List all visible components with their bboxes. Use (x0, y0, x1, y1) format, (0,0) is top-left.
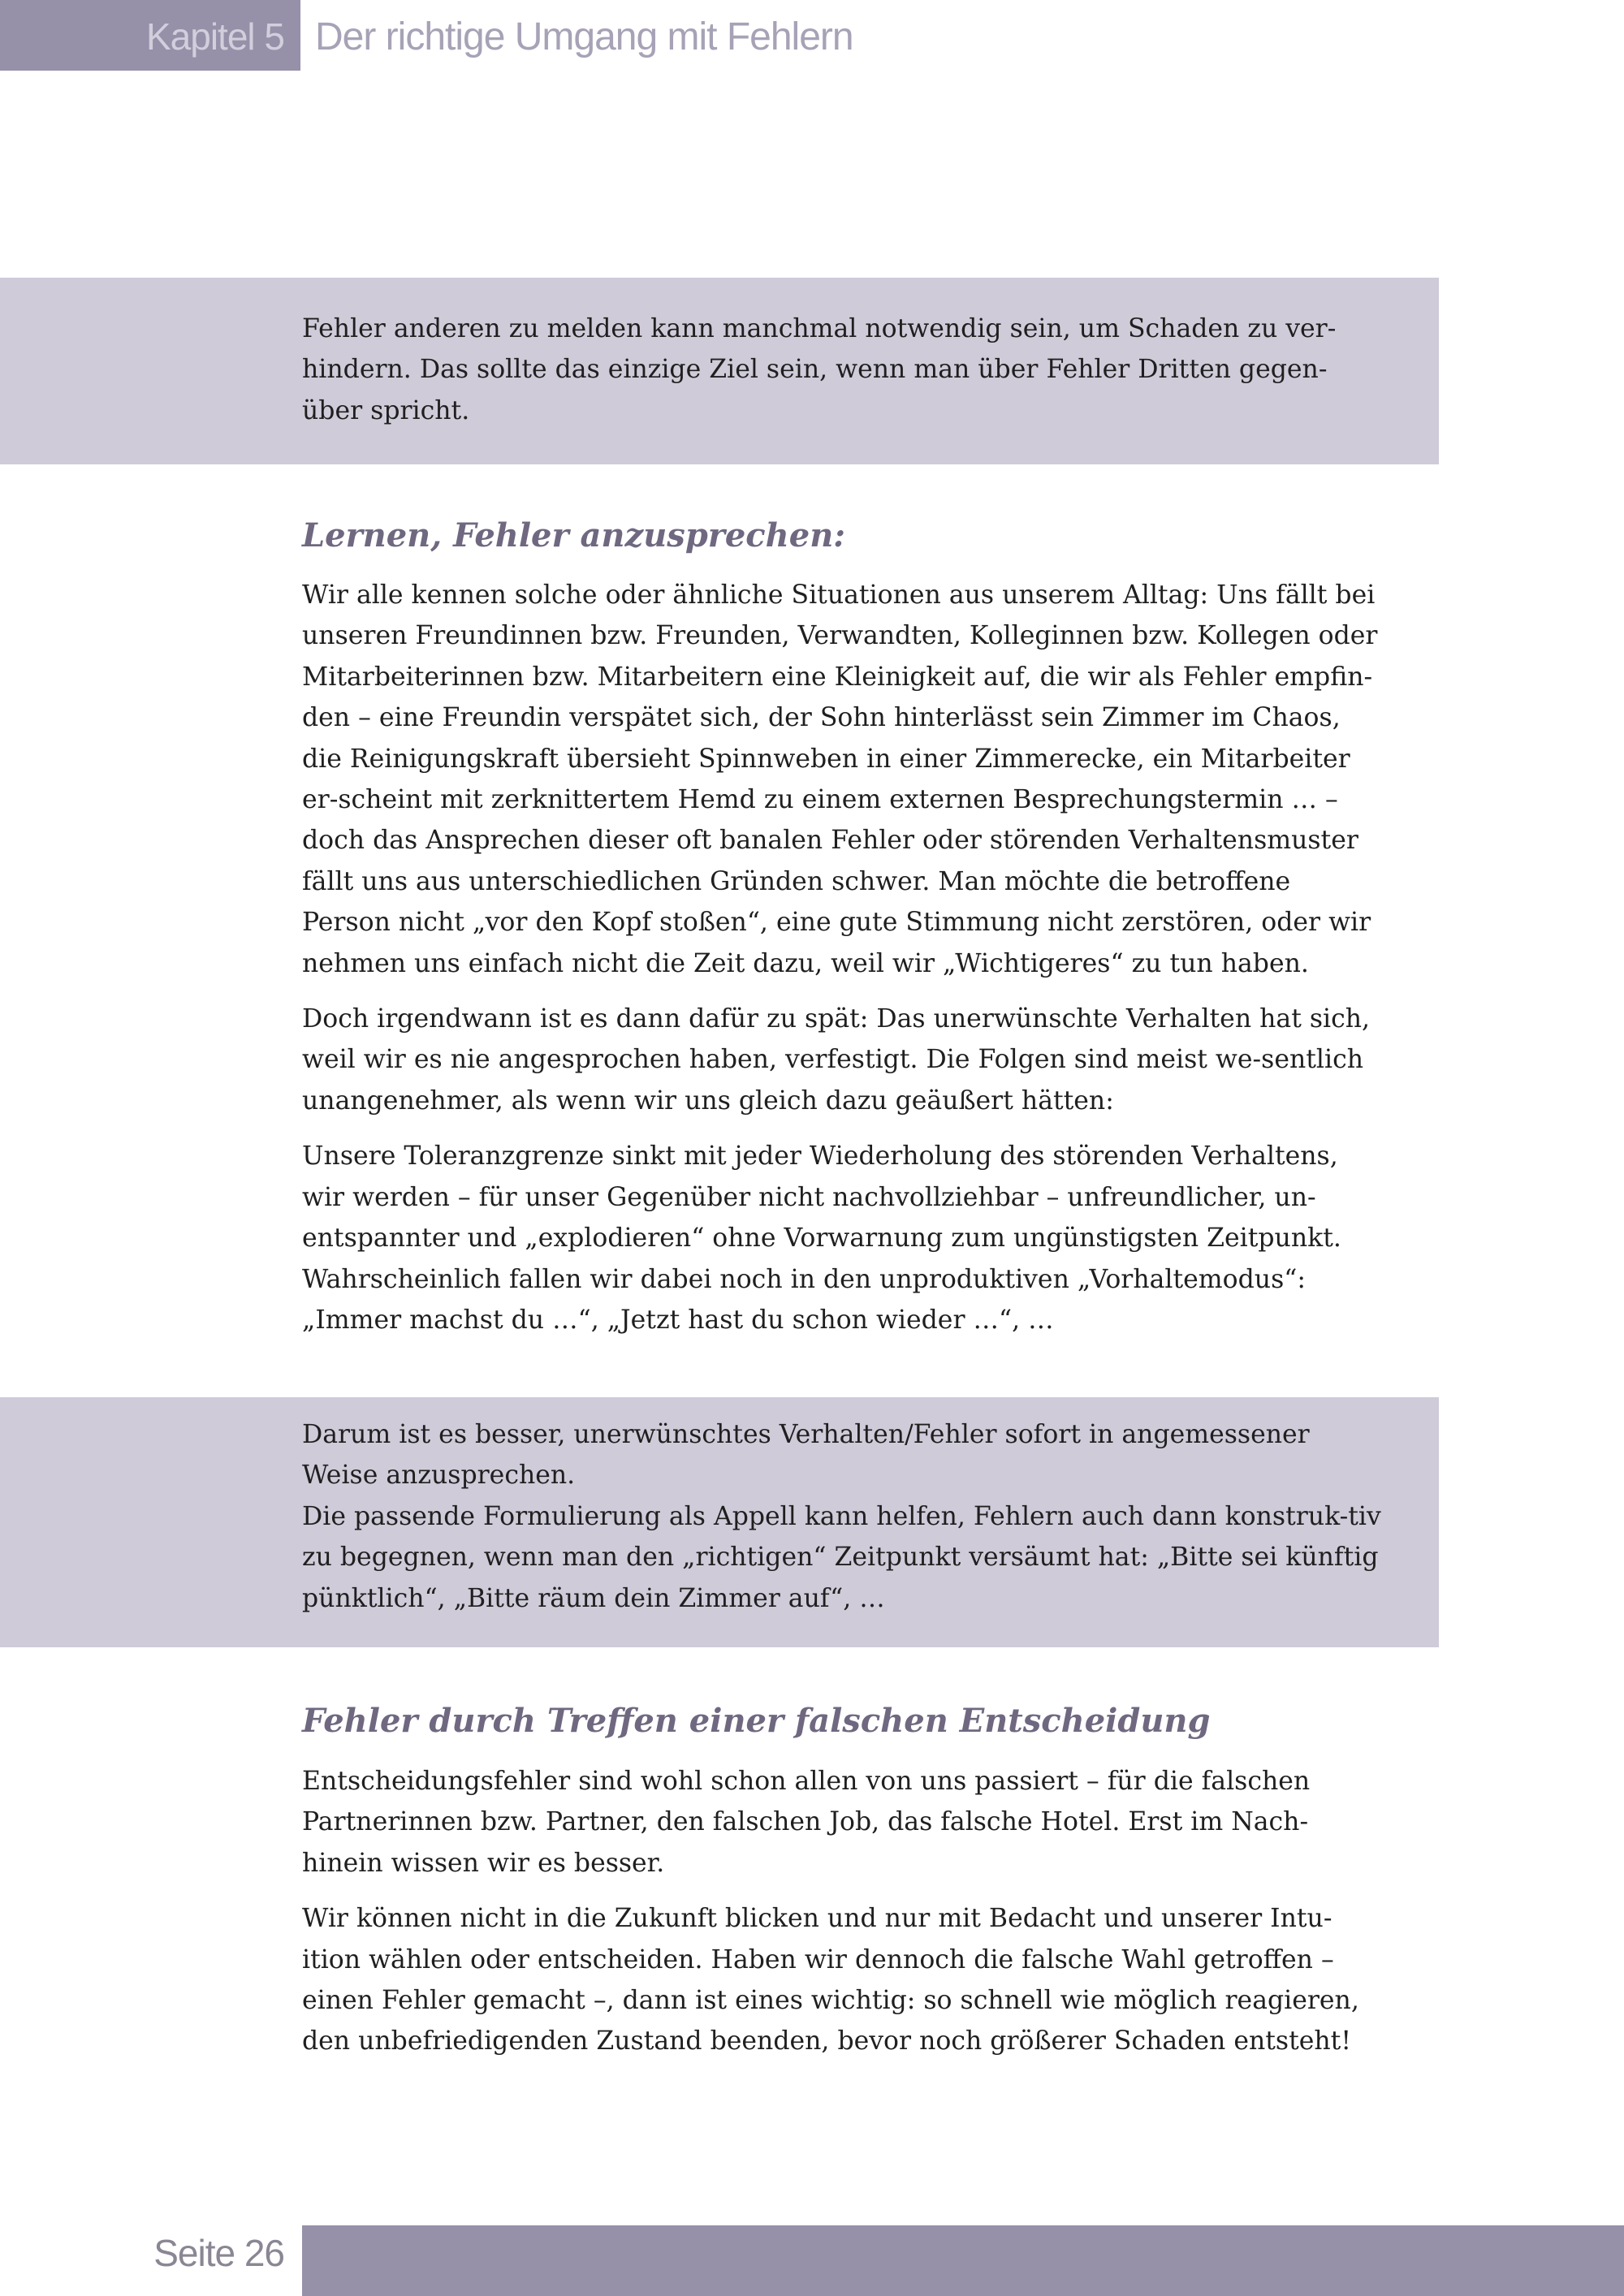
section-heading-2: Fehler durch Treffen einer falschen Entscheidung (302, 1702, 1211, 1740)
header-bar (0, 0, 300, 71)
paragraph: Unsere Toleranzgrenze sinkt mit jeder Wiederholung des störenden Verhaltens, wir werden – für unser Gegenüber nicht nachvollziehbar – unfreundlicher, un-entspannter und „explodieren“ ohne Vorwarnung zum ungünstigsten Zeitpunkt. Wahrscheinlich fallen wir dabei noch in den unproduktiven „Vorhaltemodus“: „Immer machst du …“, „Jetzt hast du schon wieder …“, … (302, 1142, 1341, 1335)
highlight-paragraph: Fehler anderen zu melden kann manchmal notwendig sein, um Schaden zu ver-hindern. Das sollte das einzige Ziel sein, wenn man über Fehler Dritten gegen-über spricht. (302, 314, 1337, 425)
footer-bar (302, 2225, 1624, 2296)
chapter-label: Kapitel 5 (145, 15, 284, 58)
section-heading-1: Lernen, Fehler anzusprechen: (302, 516, 846, 555)
paragraph: Entscheidungsfehler sind wohl schon allen von uns passiert – für die falschen Partnerinnen bzw. Partner, den falschen Job, das falsche Hotel. Erst im Nach-hinein wissen wir es besser. (302, 1767, 1311, 1878)
highlight-paragraph: Die passende Formulierung als Appell kann helfen, Fehlern auch dann konstruk-tiv zu begegnen, wenn man den „richtigen“ Zeitpunkt versäumt hat: „Bitte sei künftig pünktlich“, „Bitte räum dein Zimmer auf“, … (302, 1501, 1381, 1613)
highlight-paragraph: Darum ist es besser, unerwünschtes Verhalten/Fehler sofort in angemessener Weise anzusprechen. (302, 1420, 1310, 1491)
chapter-title: Der richtige Umgang mit Fehlern (315, 15, 853, 58)
paragraph: Doch irgendwann ist es dann dafür zu spät: Das unerwünschte Verhalten hat sich, weil wir es nie angesprochen haben, verfestigt. Die Folgen sind meist we-sentlich unangenehmer, als wenn wir uns gleich dazu geäußert hätten: (302, 1004, 1371, 1116)
section-1-body (302, 575, 1382, 1340)
highlight-box-2-text (302, 1414, 1382, 1619)
paragraph: Wir alle kennen solche oder ähnliche Situationen aus unserem Alltag: Uns fällt bei unseren Freundinnen bzw. Freunden, Verwandten, Kolleginnen bzw. Kollegen oder Mitarbeiterinnen bzw. Mitarbeitern eine Kleinigkeit auf, die wir als Fehler empfin-den – eine Freundin verspätet sich, der Sohn hinterlässt sein Zimmer im Chaos, die Reinigungskraft übersieht Spinnweben in einer Zimmerecke, ein Mitarbeiter er-scheint mit zerknittertem Hemd zu einem externen Besprechungstermin … – doch das Ansprechen dieser oft banalen Fehler oder störenden Verhaltensmuster fällt uns aus unterschiedlichen Gründen schwer. Man möchte die betroffene Person nicht „vor den Kopf stoßen“, eine gute Stimmung nicht zerstören, oder wir nehmen uns einfach nicht die Zeit dazu, weil wir „Wichtigeres“ zu tun haben. (302, 580, 1378, 978)
highlight-box-1-text (302, 309, 1382, 431)
paragraph: Wir können nicht in die Zukunft blicken und nur mit Bedacht und unserer Intu-ition wählen oder entscheiden. Haben wir dennoch die falsche Wahl getroffen – einen Fehler gemacht –, dann ist eines wichtig: so schnell wie möglich reagieren, den unbefriedigenden Zustand beenden, bevor noch größerer Schaden entsteht! (302, 1904, 1359, 2056)
section-2-body (302, 1761, 1382, 2062)
page-number: Seite 26 (153, 2232, 284, 2274)
